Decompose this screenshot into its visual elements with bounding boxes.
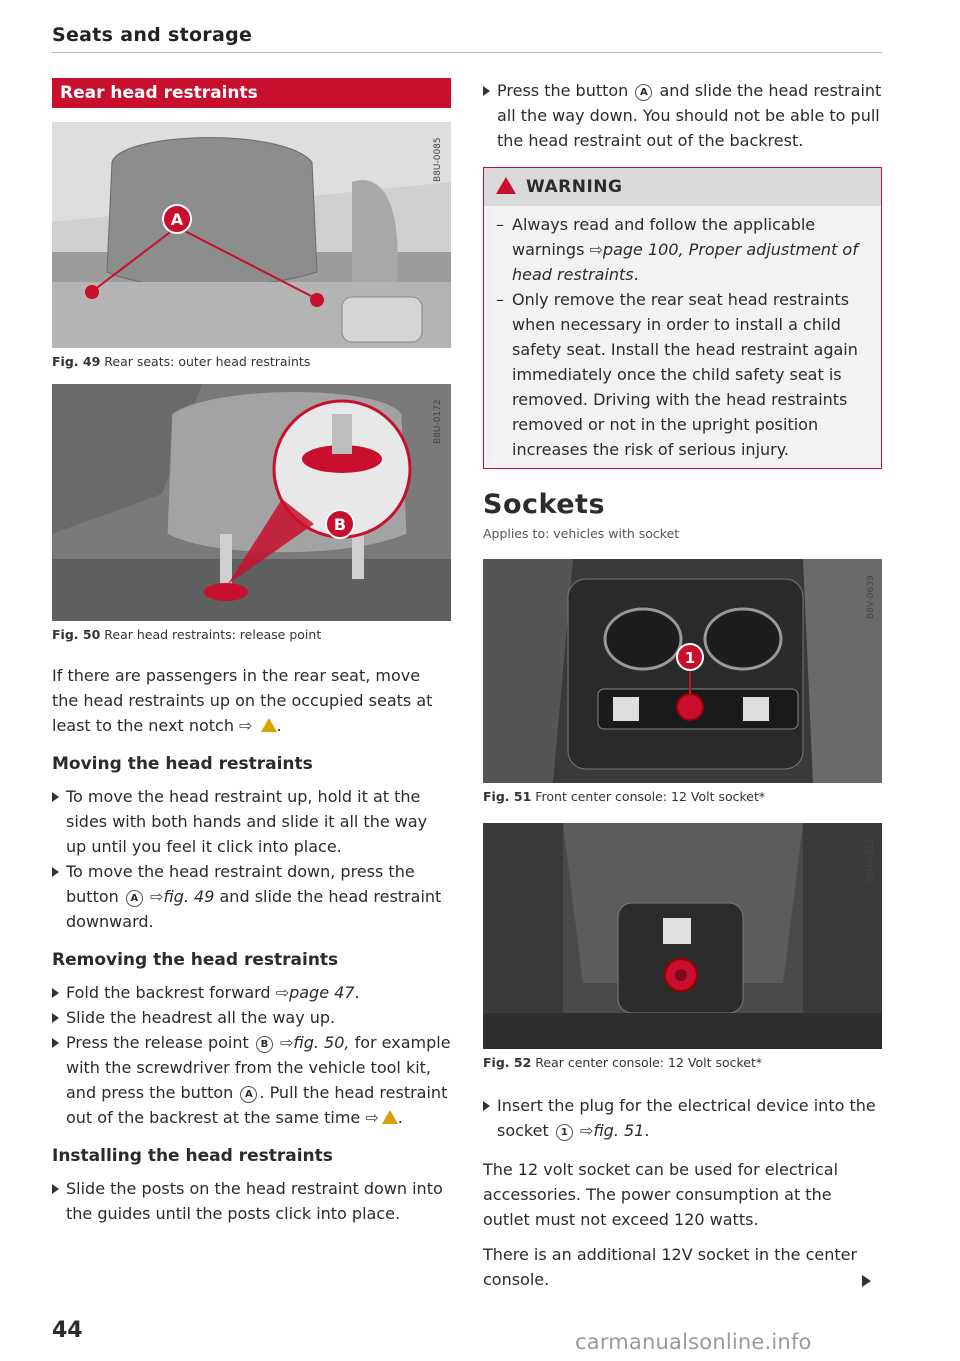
step-item: Insert the plug for the electrical device into the socket 1 ⇨fig. 51.	[483, 1093, 882, 1143]
section-title: Rear head restraints	[52, 78, 451, 108]
figure-label: Fig. 51	[483, 789, 532, 804]
intro-paragraph: If there are passengers in the rear seat, move the head restraints up on the occupied seats at least to the next notch ⇨ .	[52, 666, 433, 735]
moving-heading: Moving the head restraints	[52, 754, 313, 774]
applies-note: Applies to: vehicles with socket	[483, 526, 680, 541]
installing-heading: Installing the head restraints	[52, 1146, 333, 1166]
warning-item: – Always read and follow the applicable warnings ⇨page 100, Proper adjustment of head restraints.	[496, 212, 871, 287]
page-reference[interactable]: page 47	[289, 983, 355, 1002]
warning-item: – Only remove the rear seat head restraints when necessary in order to install a child safety seat. Install the head restraint again immediately once the child safety seat is removed. Driving with the head restraints removed or not in the upright position increases the risk of serious injury.	[496, 287, 871, 462]
release-point-illustration	[52, 384, 451, 621]
figure-caption	[483, 1049, 882, 1079]
warning-title: WARNING	[526, 177, 623, 197]
header-divider	[52, 52, 882, 53]
warning-icon	[496, 177, 516, 194]
figure-caption	[52, 348, 451, 378]
marker-b: B	[333, 515, 347, 534]
figure-50	[52, 384, 451, 621]
page-number: 44	[52, 1318, 83, 1343]
step-item: Press the button A and slide the head restraint all the way down. You should not be able to pull the head restraint out of the backrest.	[483, 78, 882, 153]
sockets-title: Sockets	[483, 489, 606, 520]
removing-heading: Removing the head restraints	[52, 950, 339, 970]
ref-arrow-icon: ⇨	[239, 716, 253, 735]
step-item: Slide the posts on the head restraint down into the guides until the posts click into place.	[52, 1176, 451, 1226]
additional-socket-paragraph: There is an additional 12V socket in the center console.	[483, 1245, 858, 1289]
figure-caption	[483, 783, 882, 813]
figure-caption-text: Rear seats: outer head restraints	[104, 354, 311, 369]
right-column	[483, 78, 882, 1292]
step-item: To move the head restraint down, press the button A ⇨fig. 49 and slide the head restraint downward.	[52, 859, 451, 934]
release-point-marker: B	[256, 1036, 273, 1053]
figure-label: Fig. 50	[52, 627, 101, 642]
figure-caption-text: Rear center console: 12 Volt socket*	[535, 1055, 763, 1070]
left-column	[52, 78, 451, 1226]
button-a-marker: A	[126, 890, 143, 907]
figure-code: B8U-0312	[866, 838, 876, 883]
step-item: Slide the headrest all the way up.	[52, 1005, 451, 1030]
figure-caption-text: Front center console: 12 Volt socket*	[535, 789, 766, 804]
figure-reference[interactable]: fig. 51	[593, 1121, 645, 1140]
step-item: Press the release point B ⇨fig. 50, for example with the screwdriver from the vehicle tool kit, and press the button A . Pull the head restraint out of the backrest at the same time ⇨ .	[52, 1030, 451, 1130]
figure-code: B8U-0172	[433, 399, 443, 444]
rear-seats-illustration	[52, 122, 451, 348]
power-paragraph: The 12 volt socket can be used for electrical accessories. The power consumption at the outlet must not exceed 120 watts.	[483, 1160, 839, 1229]
marker-1: 1	[684, 649, 696, 667]
figure-code: B8U-0085	[433, 137, 443, 182]
watermark: carmanualsonline.info	[575, 1330, 812, 1354]
running-header: Seats and storage	[52, 24, 253, 46]
page-reference[interactable]: page 100, Proper adjustment of head restraints	[512, 240, 858, 284]
marker-a: A	[170, 210, 184, 229]
front-console-illustration	[483, 559, 882, 783]
figure-reference[interactable]: fig. 49	[163, 887, 215, 906]
warning-box	[483, 167, 882, 469]
warning-triangle-icon	[261, 718, 277, 732]
intro-text: If there are passengers in the rear seat, move the head restraints up on the occupied seats at least to the next notch	[52, 666, 433, 735]
figure-label: Fig. 49	[52, 354, 101, 369]
figure-49	[52, 122, 451, 348]
figure-caption-text: Rear head restraints: release point	[104, 627, 322, 642]
figure-code: B8V-0639	[866, 575, 876, 619]
step-item: To move the head restraint up, hold it at the sides with both hands and slide it all the way up until you feel it click into place.	[52, 784, 451, 859]
button-a-marker: A	[240, 1086, 257, 1103]
rear-console-illustration	[483, 823, 882, 1049]
figure-caption	[52, 621, 451, 651]
figure-label: Fig. 52	[483, 1055, 532, 1070]
figure-51	[483, 559, 882, 783]
figure-reference[interactable]: fig. 50,	[293, 1033, 350, 1052]
figure-52	[483, 823, 882, 1049]
socket-marker: 1	[556, 1124, 573, 1141]
button-a-marker: A	[635, 84, 652, 101]
warning-header	[484, 168, 881, 206]
continue-arrow-icon	[862, 1275, 871, 1287]
step-item: Fold the backrest forward ⇨page 47.	[52, 980, 451, 1005]
warning-triangle-icon	[382, 1110, 398, 1124]
